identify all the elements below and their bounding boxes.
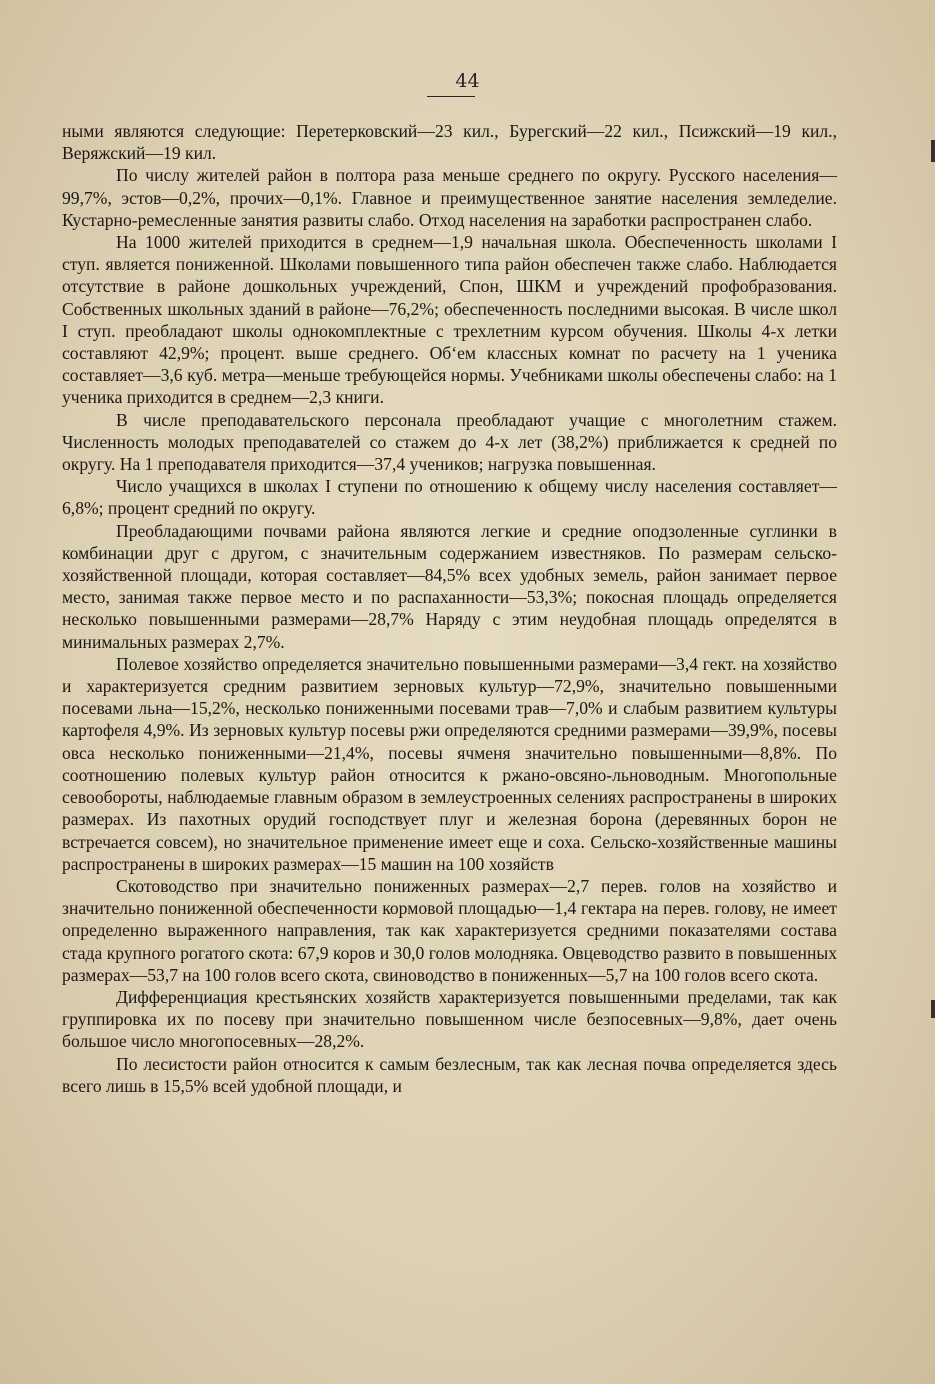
paragraph: Преобладающими почвами района являются легкие и средние оподзоленные суглинки в комбинации друг с другом, с значительным содержанием известняков. По размерам сельско-хозяйственной площади, которая составляет—84,5% всех удобных земель, район занимает первое место, занимая также первое место и по распаханности—53,3%; покосная площадь определяется несколько повышенными размерами—28,7% Наряду с этим неудобная площадь определятся в минимальных размерах 2,7%. xyxy=(62,520,837,652)
paragraph: По лесистости район относится к самым безлесным, так как лесная почва определяется здесь всего лишь в 15,5% всей удобной площади, и xyxy=(62,1053,837,1096)
paragraph: Полевое хозяйство определяется значительно повышенными размерами—3,4 гект. на хозяйство и характеризуется средним развитием зерновых культур—72,9%, значительно повышенными посевами льна—15,2%, несколько пониженными посевами трав—7,0% и слабым развитием культуры картофеля 4,9%. Из зерновых культур посевы ржи определяются средними размерами—39,9%, посевы овса несколько пониженными—21,4%, посевы ячменя значительно повышенными—8,8%. По соотношению полевых культур район относится к ржано-овсяно-льноводным. Многопольные севообороты, наблюдаемые главным образом в землеустроенных селениях распространены в широких размерах. Из пахотных орудий господствует плуг и железная борона (деревянных борон не встречается совсем), но значительное применение имеет еще и соха. Сельско-хозяйственные машины распространены в широких размерах—15 машин на 100 хозяйств xyxy=(62,653,837,874)
paragraph: В числе преподавательского персонала преобладают учащие с многолетним стажем. Численность молодых преподавателей со стажем до 4-х лет (38,2%) приближается к средней по округу. На 1 преподавателя приходится—37,4 учеников; нагрузка повышенная. xyxy=(62,409,837,475)
paragraph: Число учащихся в школах I ступени по отношению к общему числу населения составляет—6,8%; процент средний по округу. xyxy=(62,476,837,519)
page-edge-mark xyxy=(931,140,935,162)
page-number-underline xyxy=(427,96,475,97)
paragraph: По числу жителей район в полтора раза меньше среднего по округу. Русского населения—99,7%, эстов—0,2%, прочих—0,1%. Главное и преимущественное занятие населения земледелие. Кустарно-ремесленные занятия развиты слабо. Отход населения на заработки распространен слабо. xyxy=(62,165,837,230)
paragraph: Дифференциация крестьянских хозяйств характеризуется повышенными пределами, так как группировка их по посеву при значительно повышенном числе безпосевных—9,8%, дает очень большое число многопосевных—28,2%. xyxy=(62,986,837,1052)
paragraph: На 1000 жителей приходится в среднем—1,9 начальная школа. Обеспеченность школами I ступ. является пониженной. Школами повышенного типа район обеспечен также слабо. Наблюдается отсутствие в районе дошкольных учреждений, Спон, ШКМ и учреждений профобразования. Собственных школьных зданий в районе—76,2%; обеспеченность последними высокая. В числе школ I ступ. преобладают школы однокомплектные с трехлетним курсом обучения. Школы 4-х летки составляют 42,9%; процент. выше среднего. Об‘ем классных комнат по расчету на 1 ученика составляет—3,6 куб. метра—меньше требующейся нормы. Учебниками школы обеспечены слабо: на 1 ученика приходится в среднем—2,3 книги. xyxy=(62,232,837,408)
paragraph: ными являются следующие: Перетерковский—23 кил., Бурегский—22 кил., Псижский—19 кил., Веряжский—19 кил. xyxy=(62,121,837,164)
page-number: 44 xyxy=(455,70,480,92)
body-text xyxy=(62,120,837,1097)
paragraph: Скотоводство при значительно пониженных размерах—2,7 перев. голов на хозяйство и значительно пониженной обеспеченности кормовой площадью—1,4 гектара на перев. голову, не имеет определенно выраженного направления, так как характеризуется средними показателями состава стада крупного рогатого скота: 67,9 коров и 30,0 голов молодняка. Овцеводство развито в повышенных размерах—53,7 на 100 голов всего скота, свиноводство в пониженных—5,7 на 100 голов всего скота. xyxy=(62,875,837,985)
page-edge-mark xyxy=(931,1000,935,1018)
